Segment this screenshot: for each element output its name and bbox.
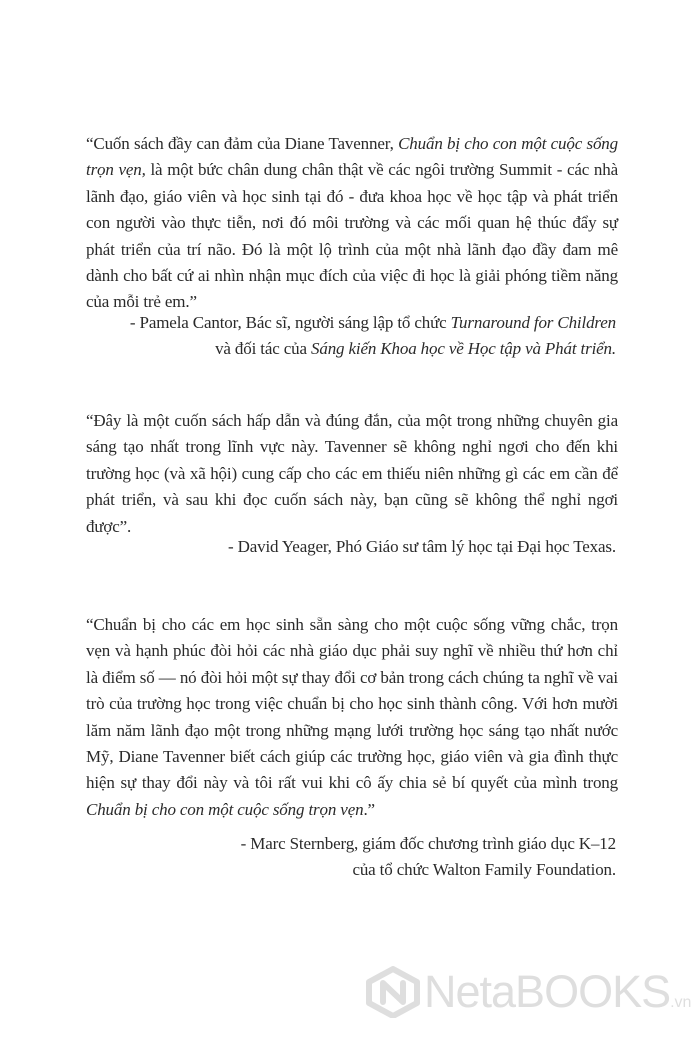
- watermark-suffix: .vn: [670, 994, 692, 1011]
- watermark-brand: NetaBOOKS: [424, 966, 671, 1017]
- italic-text: Chuẩn bị cho con một cuộc sống trọn vẹn: [86, 799, 364, 819]
- attribution-3: [56, 831, 616, 884]
- text-run: “Chuẩn bị cho các em học sinh sẵn sàng cho một cuộc sống vững chắc, trọn vẹn và hạnh phúc đòi hỏi các nhà giáo dục phải suy nghĩ về nhiều thứ hơn chỉ là điểm số — nó đòi hỏi một sự thay đổi cơ bản trong cách chúng ta nghĩ về vai trò của trường học trong việc chuẩn bị cho học sinh thành công. Với hơn mười lăm năm lãnh đạo một trong những mạng lưới trường học sáng tạo nhất nước Mỹ, Diane Tavenner biết cách giúp các trường học, giáo viên và gia đình thực hiện sự thay đổi này và tôi rất vui khi cô ấy chia sẻ bí quyết của mình trong: [86, 615, 618, 793]
- text-run: - Pamela Cantor, Bác sĩ, người sáng lập tổ chức: [129, 313, 451, 332]
- text-run: .”: [363, 799, 375, 819]
- italic-text: Sáng kiến Khoa học về Học tập và Phát triển.: [311, 339, 616, 359]
- italic-text: Turnaround for Children: [450, 313, 616, 332]
- quote-1: [86, 131, 618, 316]
- text-run: “Đây là một cuốn sách hấp dẫn và đúng đắn, của một trong những chuyên gia sáng tạo nhất trong lĩnh vực này. Tavenner sẽ không nghỉ ngơi cho đến khi trường học (và xã hội) cung cấp cho các em thiếu niên những gì các em cần để phát triển, và sau khi đọc cuốn sách này, bạn cũng sẽ không thể nghỉ ngơi được”.: [86, 411, 618, 536]
- netabooks-logo-icon: [364, 966, 422, 1018]
- attribution-2: [56, 534, 616, 560]
- watermark-text: [424, 964, 691, 1031]
- text-run: - David Yeager, Phó Giáo sư tâm lý học tại Đại học Texas.: [228, 537, 616, 556]
- quote-3: [86, 612, 618, 823]
- attribution-1: [56, 310, 616, 363]
- text-run: - Marc Sternberg, giám đốc chương trình giáo dục K–12: [240, 834, 616, 853]
- italic-text: Chuẩn bị cho con một cuộc sống trọn vẹn,: [86, 134, 618, 180]
- text-run: và đối tác của: [215, 339, 311, 359]
- text-run: “Cuốn sách đầy can đảm của Diane Tavenner,: [86, 134, 399, 153]
- watermark: [364, 964, 692, 1020]
- quote-2: [86, 408, 618, 540]
- text-run: của tổ chức Walton Family Foundation.: [352, 860, 616, 880]
- text-run: là một bức chân dung chân thật về các ngôi trường Summit - các nhà lãnh đạo, giáo viên và học sinh tại đó - đưa khoa học về học tập và phát triển con người vào thực tiễn, nơi đó môi trường và các mối quan hệ thúc đẩy sự phát triển của trí não. Đó là một lộ trình của một nhà lãnh đạo đầy đam mê dành cho bất cứ ai nhìn nhận mục đích của việc đi học là giải phóng tiềm năng của mỗi trẻ em.”: [86, 160, 618, 312]
